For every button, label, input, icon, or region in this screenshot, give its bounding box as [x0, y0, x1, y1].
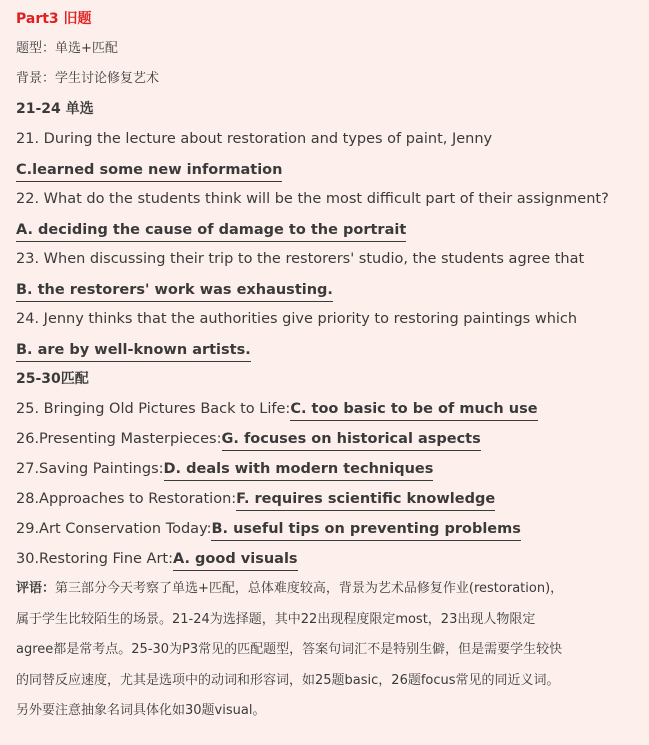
- matching-question-30: 30.Restoring Fine Art:: [16, 551, 173, 567]
- review-line-3: agree都是常考点。25-30为P3常见的匹配题型，答案句词汇不是特别生僻，但是需要学生较快: [16, 642, 563, 657]
- matching-item-25: [16, 394, 649, 424]
- matching-question-27: 27.Saving Paintings:: [16, 461, 164, 477]
- matching-answer-27: D. deals with modern techniques: [164, 458, 434, 481]
- matching-item-26: [16, 424, 649, 454]
- matching-item-29: [16, 514, 649, 544]
- matching-question-29: 29.Art Conservation Today:: [16, 521, 212, 537]
- question-21: 21. During the lecture about restoration and types of paint, Jenny: [16, 131, 493, 147]
- matching-answer-30: A. good visuals: [173, 548, 298, 571]
- matching-answer-26: G. focuses on historical aspects: [222, 428, 481, 451]
- section-matching: 25-30匹配: [16, 371, 89, 387]
- review-line-1: [16, 574, 649, 605]
- matching-answer-25: C. too basic to be of much use: [290, 398, 537, 421]
- review-text-1: 第三部分今天考察了单选+匹配，总体难度较高，背景为艺术品修复作业(restoration)，: [55, 581, 564, 596]
- matching-item-28: [16, 484, 649, 514]
- part-title: Part3 旧题: [16, 11, 92, 27]
- matching-item-30: [16, 544, 649, 574]
- answer-21: C.learned some new information: [16, 159, 282, 182]
- question-23: 23. When discussing their trip to the restorers' studio, the students agree that: [16, 251, 585, 267]
- answer-22: A. deciding the cause of damage to the portrait: [16, 219, 406, 242]
- review-line-4: 的同替反应速度，尤其是选项中的动词和形容词，如25题basic，26题focus常见的同近义词。: [16, 672, 560, 688]
- question-24: 24. Jenny thinks that the authorities give priority to restoring paintings which: [16, 311, 578, 327]
- matching-answer-29: B. useful tips on preventing problems: [211, 518, 520, 541]
- section-single-choice: 21-24 单选: [16, 101, 94, 117]
- question-22: 22. What do the students think will be the most difficult part of their assignment?: [16, 191, 609, 207]
- matching-question-28: 28.Approaches to Restoration:: [16, 491, 237, 507]
- review-label: 评语：: [16, 581, 56, 596]
- answer-24: B. are by well-known artists.: [16, 339, 251, 362]
- question-type: 题型：单选+匹配: [16, 41, 118, 56]
- answer-23: B. the restorers' work was exhausting.: [16, 279, 333, 302]
- review-line-2: 属于学生比较陌生的场景。21-24为选择题，其中22出现程度限定most，23出现人物限定: [16, 611, 536, 627]
- matching-answer-28: F. requires scientific knowledge: [236, 488, 495, 511]
- matching-question-25: 25. Bringing Old Pictures Back to Life:: [16, 401, 291, 417]
- background-info: 背景：学生讨论修复艺术: [16, 71, 160, 86]
- matching-item-27: [16, 454, 649, 484]
- matching-question-26: 26.Presenting Masterpieces:: [16, 431, 222, 447]
- review-line-5: 另外要注意抽象名词具体化如30题visual。: [16, 703, 266, 718]
